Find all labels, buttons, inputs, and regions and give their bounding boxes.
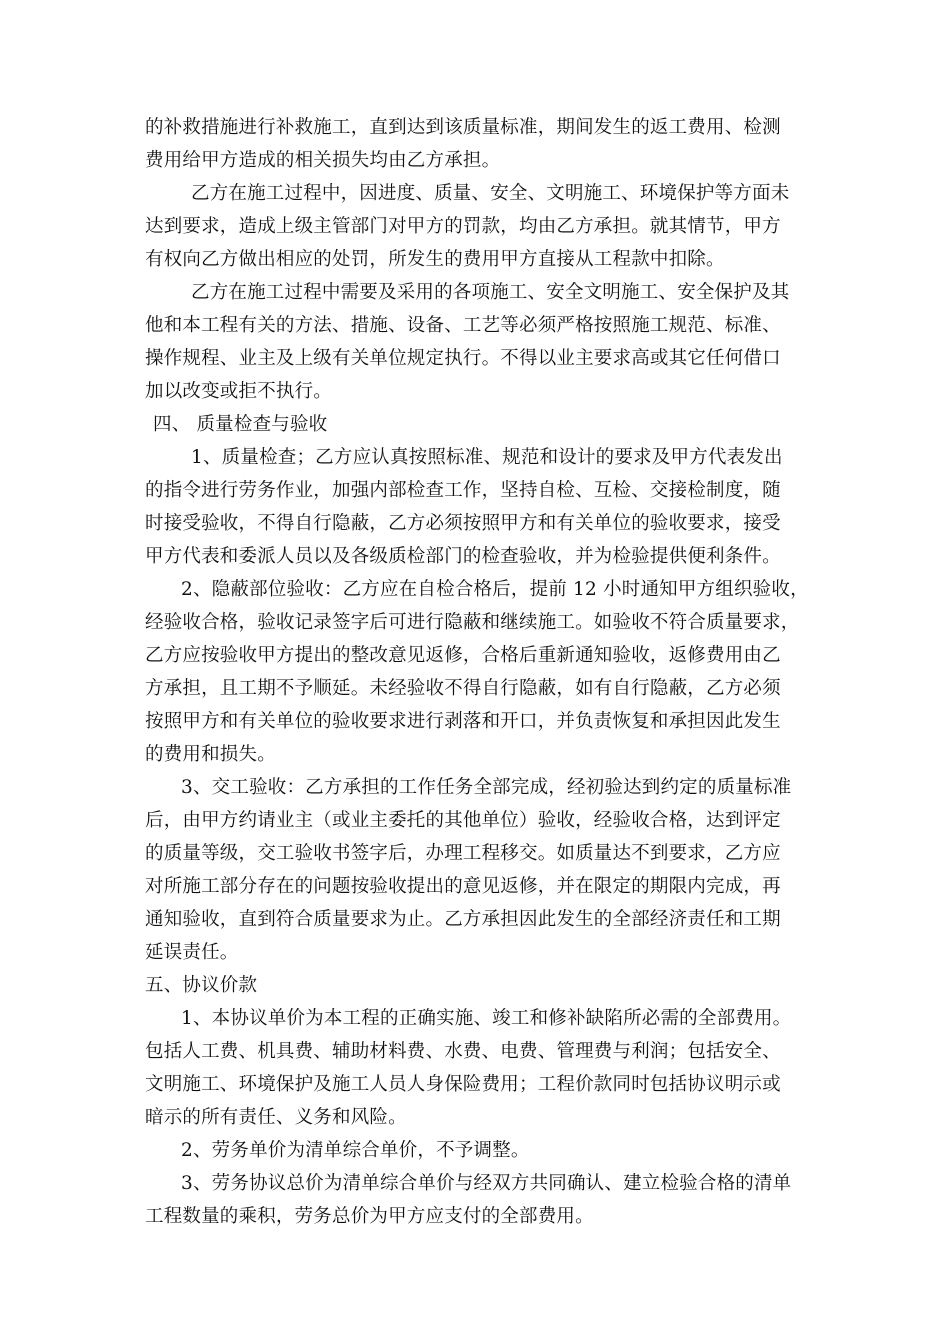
text-line: 甲方代表和委派人员以及各级质检部门的检查验收，并为检验提供便利条件。 [145,546,781,567]
text-line: 暗示的所有责任、义务和风险。 [145,1107,407,1128]
text-line: 时接受验收，不得自行隐蔽，乙方必须按照甲方和有关单位的验收要求，接受 [145,513,781,534]
text-line: 3、劳务协议总价为清单综合单价与经双方共同确认、建立检验合格的清单 [181,1173,792,1194]
text-line: 有权向乙方做出相应的处罚，所发生的费用甲方直接从工程款中扣除。 [145,249,725,270]
text-line: 的补救措施进行补救施工，直到达到该质量标准，期间发生的返工费用、检测 [145,117,781,138]
text-line: 操作规程、业主及上级有关单位规定执行。不得以业主要求高或其它任何借口 [145,348,781,369]
text-line: 达到要求，造成上级主管部门对甲方的罚款，均由乙方承担。就其情节，甲方 [145,216,781,237]
text-line: 包括人工费、机具费、辅助材料费、水费、电费、管理费与利润；包括安全、 [145,1041,781,1062]
text-line: 的质量等级，交工验收书签字后，办理工程移交。如质量达不到要求，乙方应 [145,843,781,864]
text-line: 乙方在施工过程中，因进度、质量、安全、文明施工、环境保护等方面未 [191,183,790,204]
text-line: 按照甲方和有关单位的验收要求进行剥落和开口，并负责恢复和承担因此发生 [145,711,781,732]
text-line: 延误责任。 [145,942,239,963]
section-heading: 五、协议价款 [145,975,258,996]
text-line: 加以改变或拒不执行。 [145,381,333,402]
text-line: 3、交工验收：乙方承担的工作任务全部完成，经初验达到约定的质量标准 [181,777,792,798]
text-line: 1、质量检查；乙方应认真按照标准、规范和设计的要求及甲方代表发出 [191,447,783,468]
text-line: 2、隐蔽部位验收：乙方应在自检合格后，提前 12 小时通知甲方组织验收， [181,579,809,600]
text-line: 经验收合格，验收记录签字后可进行隐蔽和继续施工。如验收不符合质量要求， [145,612,800,633]
text-line: 通知验收，直到符合质量要求为止。乙方承担因此发生的全部经济责任和工期 [145,909,781,930]
text-line: 乙方在施工过程中需要及采用的各项施工、安全文明施工、安全保护及其 [191,282,790,303]
text-line: 他和本工程有关的方法、措施、设备、工艺等必须严格按照施工规范、标准、 [145,315,781,336]
text-line: 方承担，且工期不予顺延。未经验收不得自行隐蔽，如有自行隐蔽，乙方必须 [145,678,781,699]
section-heading: 四、 质量检查与验收 [153,414,328,435]
text-line: 费用给甲方造成的相关损失均由乙方承担。 [145,150,501,171]
text-line: 对所施工部分存在的问题按验收提出的意见返修，并在限定的期限内完成，再 [145,876,781,897]
text-line: 2、劳务单价为清单综合单价，不予调整。 [181,1140,530,1161]
text-line: 的指令进行劳务作业，加强内部检查工作，坚持自检、互检、交接检制度，随 [145,480,781,501]
text-line: 乙方应按验收甲方提出的整改意见返修，合格后重新通知验收，返修费用由乙 [145,645,781,666]
text-line: 文明施工、环境保护及施工人员人身保险费用；工程价款同时包括协议明示或 [145,1074,781,1095]
text-line: 的费用和损失。 [145,744,276,765]
text-line: 后，由甲方约请业主（或业主委托的其他单位）验收，经验收合格，达到评定 [145,810,781,831]
text-line: 工程数量的乘积，劳务总价为甲方应支付的全部费用。 [145,1206,594,1227]
text-line: 1、本协议单价为本工程的正确实施、竣工和修补缺陷所必需的全部费用。 [181,1008,792,1029]
